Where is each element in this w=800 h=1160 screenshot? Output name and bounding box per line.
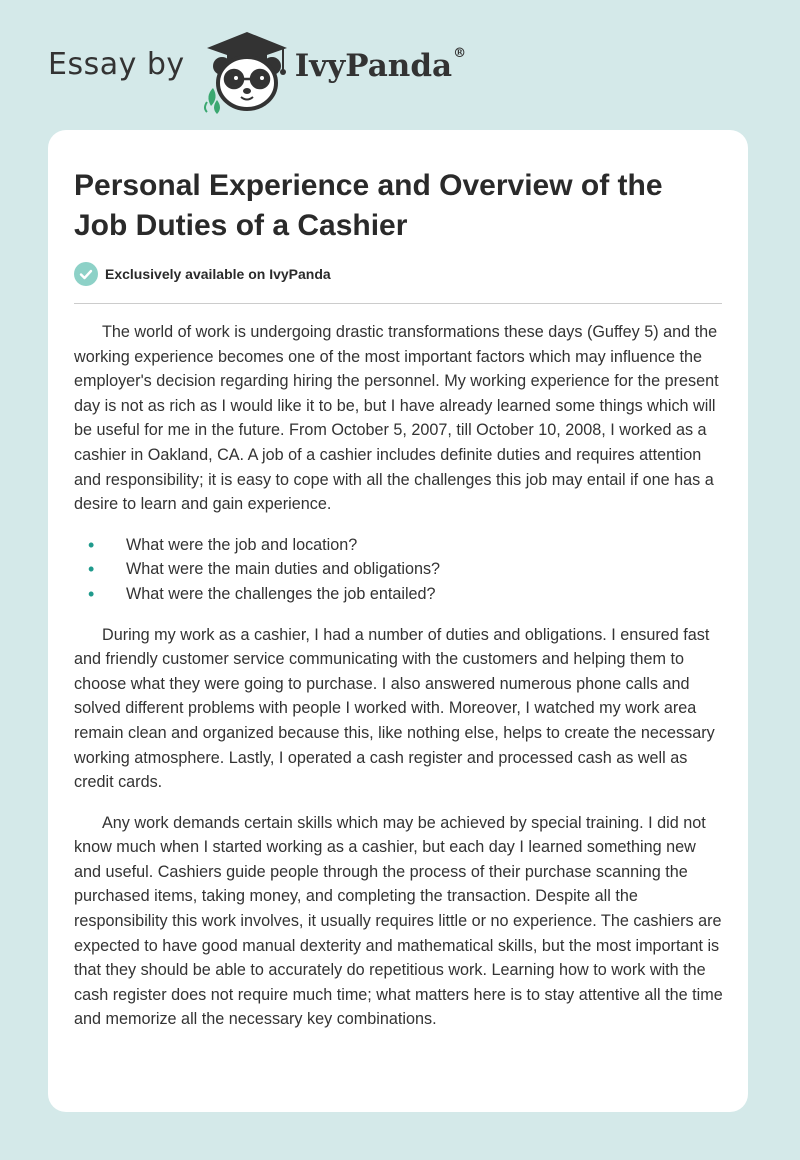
bullet-icon: •: [88, 583, 95, 604]
paragraph: Any work demands certain skills which may be achieved by special training. I did not know much when I started working as a cashier, but each day I learned something new and useful. Cashiers guide people through the process of their purchase scanning the purchased items, taking money, and completing the transaction. Despite all the responsibility this work involves, it usually requires little or no experience. The cashiers are expected to have good manual dexterity and mathematical skills, but the most important is that they should be able to accurately do repetitious work. Learning how to work with the cash register does not require much time; what matters here is to stay attentive all the time and memorize all the necessary key combinations.: [74, 813, 723, 1029]
list-item-text: What were the challenges the job entailed?: [126, 584, 436, 603]
essay-card: [48, 130, 748, 1112]
list-item-text: What were the job and location?: [126, 535, 358, 554]
exclusive-label: Exclusively available on IvyPanda: [105, 266, 331, 282]
divider: [74, 303, 722, 304]
bullet-icon: •: [88, 559, 95, 580]
essay-body: [74, 320, 726, 1048]
exclusive-badge: [74, 262, 331, 286]
site-header: [48, 28, 466, 114]
paragraph: The world of work is undergoing drastic transformations these days (Guffey 5) and the working experience becomes one of the most important factors which may influence the employer's decision regarding hiring the personnel. My working experience for the present day is not as rich as I would like it to be, but I have already learned some things which will be useful for me in the future. From October 5, 2007, till October 10, 2008, I worked as a cashier in Oakland, CA. A job of a cashier includes definite duties and requires attention and responsibility; it is easy to cope with all the challenges this job may entail if one has a desire to learn and gain experience.: [74, 323, 719, 514]
essay-title: Personal Experience and Overview of the Job Duties of a Cashier: [74, 169, 663, 242]
list-item-text: What were the main duties and obligations?: [126, 560, 441, 579]
paragraph: During my work as a cashier, I had a number of duties and obligations. I ensured fast and friendly customer service communicating with the customers and helping them to choose what they were going to purchase. I also answered numerous phone calls and solved different problems with people I worked with. Moreover, I watched my work area remain clean and organized because this, like nothing else, helps to create the necessary working atmosphere. Lastly, I operated a cash register and processed cash as well as credit cards.: [74, 625, 715, 792]
list-item: [74, 557, 726, 582]
check-circle-icon: [74, 262, 98, 286]
panda-graduate-logo-icon[interactable]: [203, 28, 291, 114]
registered-mark: ®: [453, 46, 467, 61]
brand-prefix: Essay by: [48, 46, 185, 82]
list-item: [74, 533, 726, 558]
question-list: [74, 533, 726, 607]
brand-name[interactable]: [295, 48, 466, 84]
bullet-icon: •: [88, 534, 95, 555]
list-item: [74, 582, 726, 607]
brand-name-text: IvyPanda: [294, 48, 453, 84]
